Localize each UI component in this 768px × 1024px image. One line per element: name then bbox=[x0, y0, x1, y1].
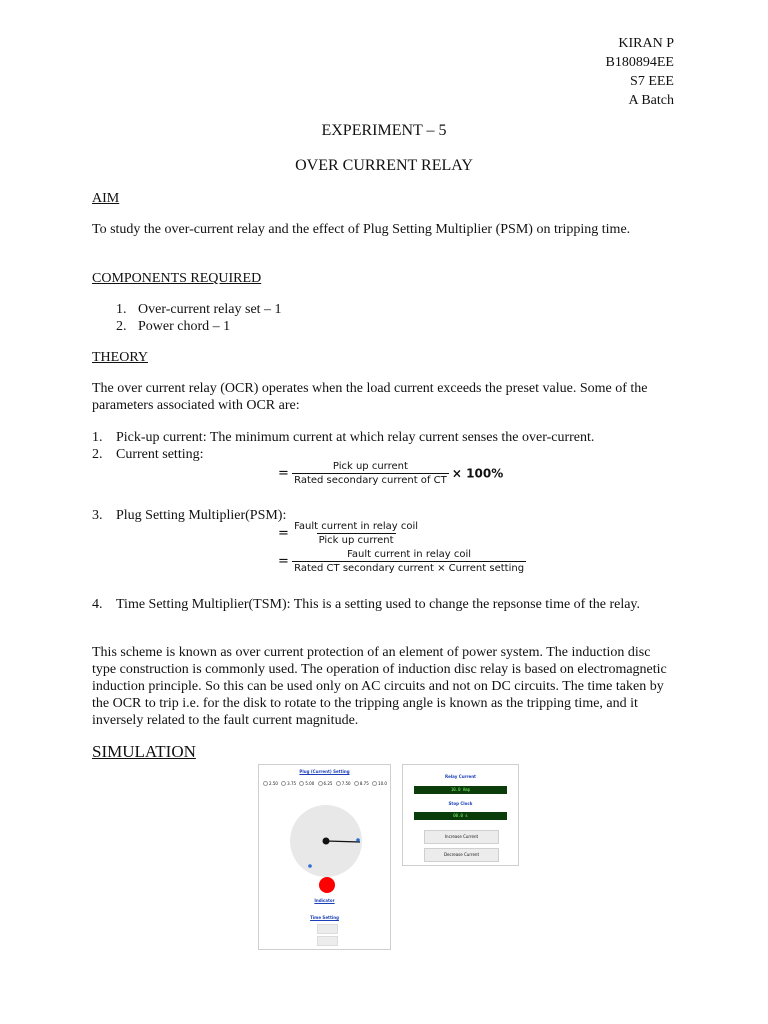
disc-spindle bbox=[323, 838, 330, 845]
indicator-label[interactable]: Indicator bbox=[314, 898, 335, 903]
theory-item-4: 4. Time Setting Multiplier(TSM): This is a setting used to change the repsonse time of the relay. bbox=[92, 597, 641, 612]
plug-option-label: 2.50 bbox=[269, 781, 278, 786]
plug-setting-title: Plug (Current) Setting bbox=[299, 769, 350, 774]
time-setting-label[interactable]: Time Setting bbox=[310, 915, 339, 920]
time-setting-up-button[interactable] bbox=[317, 924, 338, 934]
stop-clock-title: Stop Clock bbox=[448, 801, 473, 806]
time-setting-down-button[interactable] bbox=[317, 936, 338, 946]
relay-current-display: 10.0 Amp bbox=[414, 786, 507, 794]
trip-contact-marker bbox=[356, 838, 360, 842]
components-heading: COMPONENTS REQUIRED bbox=[92, 271, 262, 286]
plug-option-label: 5.00 bbox=[305, 781, 315, 786]
theory-item-1: 1. Pick-up current: The minimum current at which relay current senses the over-current. bbox=[92, 430, 595, 445]
plug-option-label: 3.75 bbox=[287, 781, 297, 786]
roll-number: B180894EE bbox=[605, 55, 674, 70]
theory-heading: THEORY bbox=[92, 350, 148, 365]
batch: A Batch bbox=[628, 93, 674, 108]
relay-current-title: Relay Current bbox=[445, 774, 476, 779]
theory-item-2: 2. Current setting: bbox=[92, 447, 204, 462]
psm-formula-1: = $\frac{\text{Fault current in relay coil}}{\text{Pick up current}}$ bbox=[278, 521, 419, 546]
aim-heading: AIM bbox=[92, 191, 120, 206]
plug-setting-panel bbox=[258, 764, 391, 950]
current-setting-formula: = $\frac{\text{Pick up current}}{\text{Rated secondary current of CT}}$ × 100% bbox=[278, 461, 504, 486]
list-item: 2. Power chord – 1 bbox=[116, 319, 231, 334]
plug-option-label: 8.75 bbox=[359, 781, 369, 786]
increase-current-button[interactable]: Increase Current bbox=[424, 830, 499, 844]
decrease-current-button[interactable]: Decrease Current bbox=[424, 848, 499, 862]
page-title: OVER CURRENT RELAY bbox=[295, 157, 473, 174]
theory-item-3: 3. Plug Setting Multiplier(PSM): bbox=[92, 508, 287, 523]
experiment-number: EXPERIMENT – 5 bbox=[321, 122, 447, 139]
relay-dial-graphic bbox=[259, 765, 390, 949]
theory-paragraph: This scheme is known as over current protection of an element of power system. The induction disc type construction is commonly used. The operation of induction disc relay is based on electromagnetic induction principle. So this can be used only on AC circuits and not on DC circuits. The time taken by the OCR to trip i.e. for the disk to rotate to the tripping angle is known as the tripping time, and it inversely related to the fault current magnitude. bbox=[92, 645, 667, 728]
theory-intro: The over current relay (OCR) operates when the load current exceeds the preset value. Some of the parameters associated with OCR are: bbox=[92, 381, 648, 413]
author-block bbox=[606, 34, 674, 110]
plug-option-label: 7.50 bbox=[341, 781, 351, 786]
stop-clock-display: 00.0 s bbox=[414, 812, 507, 820]
semester: S7 EEE bbox=[630, 74, 674, 89]
relay-meter-panel bbox=[402, 764, 519, 866]
indicator-lamp bbox=[319, 877, 335, 893]
psm-formula-2: = $\frac{\text{Fault current in relay coil}}{\text{Rated CT secondary current × Current setting}}$ bbox=[278, 549, 525, 574]
author-name: KIRAN P bbox=[618, 36, 674, 51]
reset-contact-marker bbox=[308, 864, 312, 868]
simulation-heading: SIMULATION bbox=[92, 742, 196, 761]
aim-text: To study the over-current relay and the effect of Plug Setting Multiplier (PSM) on tripping time. bbox=[92, 222, 631, 237]
plug-option-label: 6.25 bbox=[323, 781, 333, 786]
list-item: 1. Over-current relay set – 1 bbox=[116, 302, 282, 317]
plug-option-label: 10.0 bbox=[378, 781, 387, 786]
components-list bbox=[116, 301, 282, 335]
